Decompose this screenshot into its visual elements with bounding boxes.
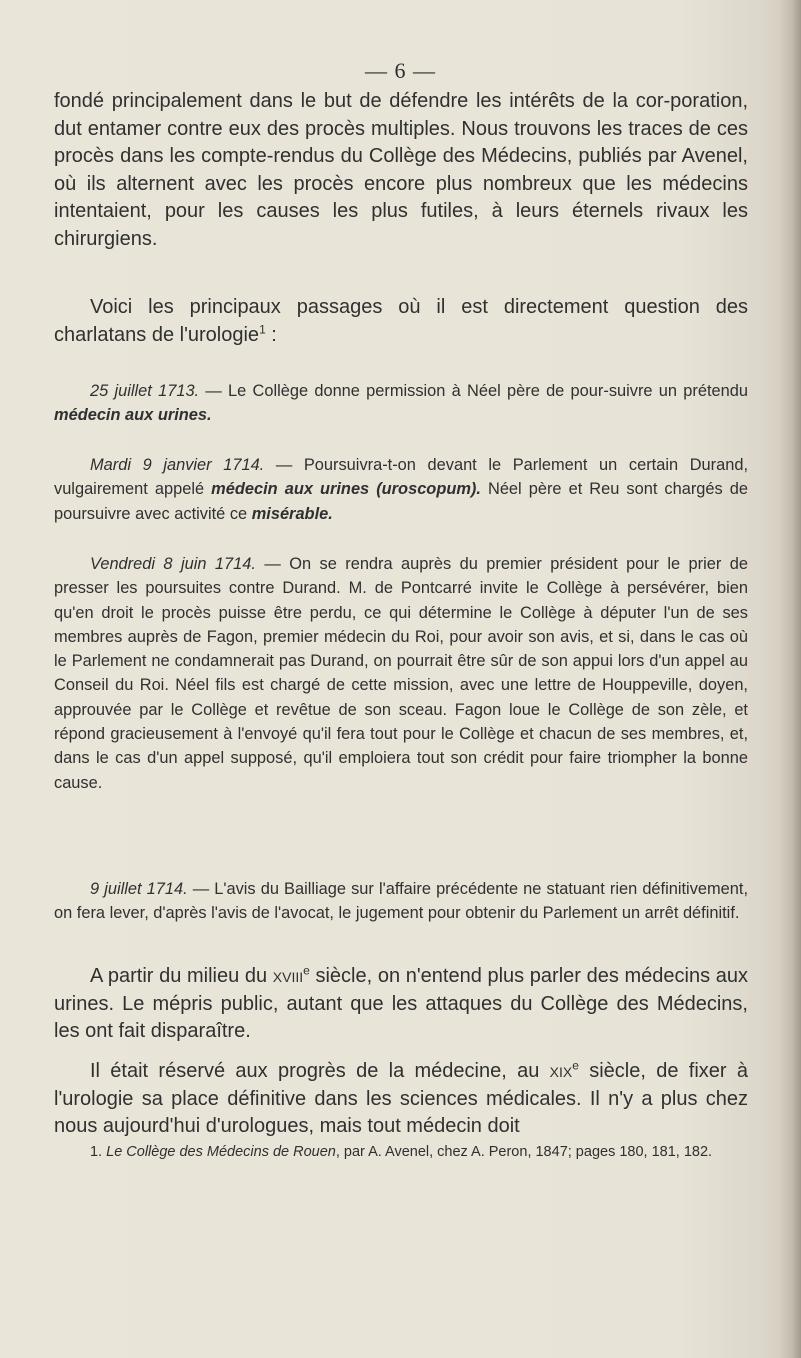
- century-roman-numeral: xix: [549, 1060, 573, 1082]
- entry-emphasis-2: misérable.: [251, 504, 333, 523]
- paragraph-1: fondé principalement dans le but de défendre les intérêts de la cor-poration, dut entamer contre eux des procès multiples. Nous trouvons les traces de ces procès dans les compte-rendus du Collège des Médecins, publiés par Avenel, où ils alternent avec les procès encore plus nombreux que les médecins intentaient, pour les causes les plus futiles, à leurs éternels rivaux les chirurgiens.: [54, 90, 748, 250]
- entry-date: 25 juillet 1713.: [90, 382, 200, 400]
- paragraph-2-end: :: [265, 323, 277, 346]
- century-superscript: e: [303, 963, 310, 978]
- entry-8-juin-1714: [54, 552, 748, 795]
- entry-9-juillet-1714: [54, 877, 748, 926]
- paragraph-xix-century: [54, 1058, 748, 1141]
- entry-emphasis: médecin aux urines (uroscopum).: [211, 480, 481, 499]
- entry-text: — Poursuivra-t-on devant le Parlement un certain Durand, vulgairement appelé: [54, 456, 749, 499]
- footnote: [54, 1142, 748, 1162]
- footnote-text: , par A. Avenel, chez A. Peron, 1847; pages 180, 181, 182.: [335, 1144, 713, 1160]
- footnote-number: 1.: [90, 1144, 103, 1160]
- entry-date: 9 juillet 1714.: [90, 880, 188, 898]
- page-edge-shadow: [779, 0, 801, 1358]
- entry-9-janvier-1714: [54, 453, 748, 526]
- entry-text: — Le Collège donne permission à Néel père de pour-suivre un prétendu: [199, 382, 748, 400]
- footnote-reference: 1: [259, 321, 266, 336]
- paragraph-opening: [54, 88, 748, 253]
- entry-date: Mardi 9 janvier 1714.: [90, 456, 265, 474]
- entry-text-2: Néel père et Reu sont chargés de poursuivre avec activité ce: [54, 480, 749, 523]
- footnote-title: Le Collège des Médecins de Rouen: [106, 1144, 336, 1160]
- paragraph-4-text-2: siècle, de fixer à l'urologie sa place définitive dans les sciences médicales. Il n'y a plus chez nous aujourd'hui d'urologues, mais tout médecin doit: [54, 1060, 748, 1137]
- entry-text: — L'avis du Bailliage sur l'affaire précédente ne statuant rien définitivement, on fera lever, d'après l'avis de l'avocat, le jugement pour obtenir du Parlement un arrêt définitif.: [54, 880, 749, 923]
- paragraph-xviii-century: [54, 963, 748, 1046]
- paragraph-3-text: A partir du milieu du: [90, 965, 273, 987]
- paragraph-4-text: Il était réservé aux progrès de la médecine, au: [90, 1060, 550, 1082]
- paragraph-2: [54, 294, 748, 349]
- paragraph-2-text: Voici les principaux passages où il est directement question des charlatans de l'urologie: [54, 296, 748, 346]
- paragraph-3-text-2: siècle, on n'entend plus parler des médecins aux urines. Le mépris public, autant que les attaques du Collège des Médecins, les ont fait disparaître.: [54, 965, 748, 1042]
- century-superscript: e: [572, 1058, 579, 1073]
- paragraph-intro-passages: [54, 294, 748, 349]
- entry-date: Vendredi 8 juin 1714.: [90, 555, 256, 573]
- entry-25-juillet-1713: [54, 379, 748, 428]
- page-number: — 6 —: [365, 58, 436, 83]
- entry-text: — On se rendra auprès du premier président pour le prier de presser les poursuites contre Durand. M. de Pontcarré invite le Collège à persévérer, bien qu'en droit le procès puisse être perdu, ce qui détermine le Collège à députer l'un de ses membres auprès de Fagon, premier médecin du Roi, pour avoir son avis, et si, dans le cas où le Parlement ne condamnerait pas Durand, on pourrait être sûr de son appui lors d'un appel au Conseil du Roi. Néel fils est chargé de cette mission, avec une lettre de Houppeville, doyen, approuvée par le Collège et revêtue de son sceau. Fagon loue le Collège de son zèle, et répond gracieusement à l'envoyé qu'il fera tout pour le Collège et chacun de ses membres, et, dans le cas d'un appel supposé, qu'il emploiera tout son crédit pour faire triompher la bonne cause.: [54, 555, 748, 792]
- century-roman-numeral: xviii: [272, 965, 304, 987]
- entry-emphasis: médecin aux urines.: [54, 406, 212, 425]
